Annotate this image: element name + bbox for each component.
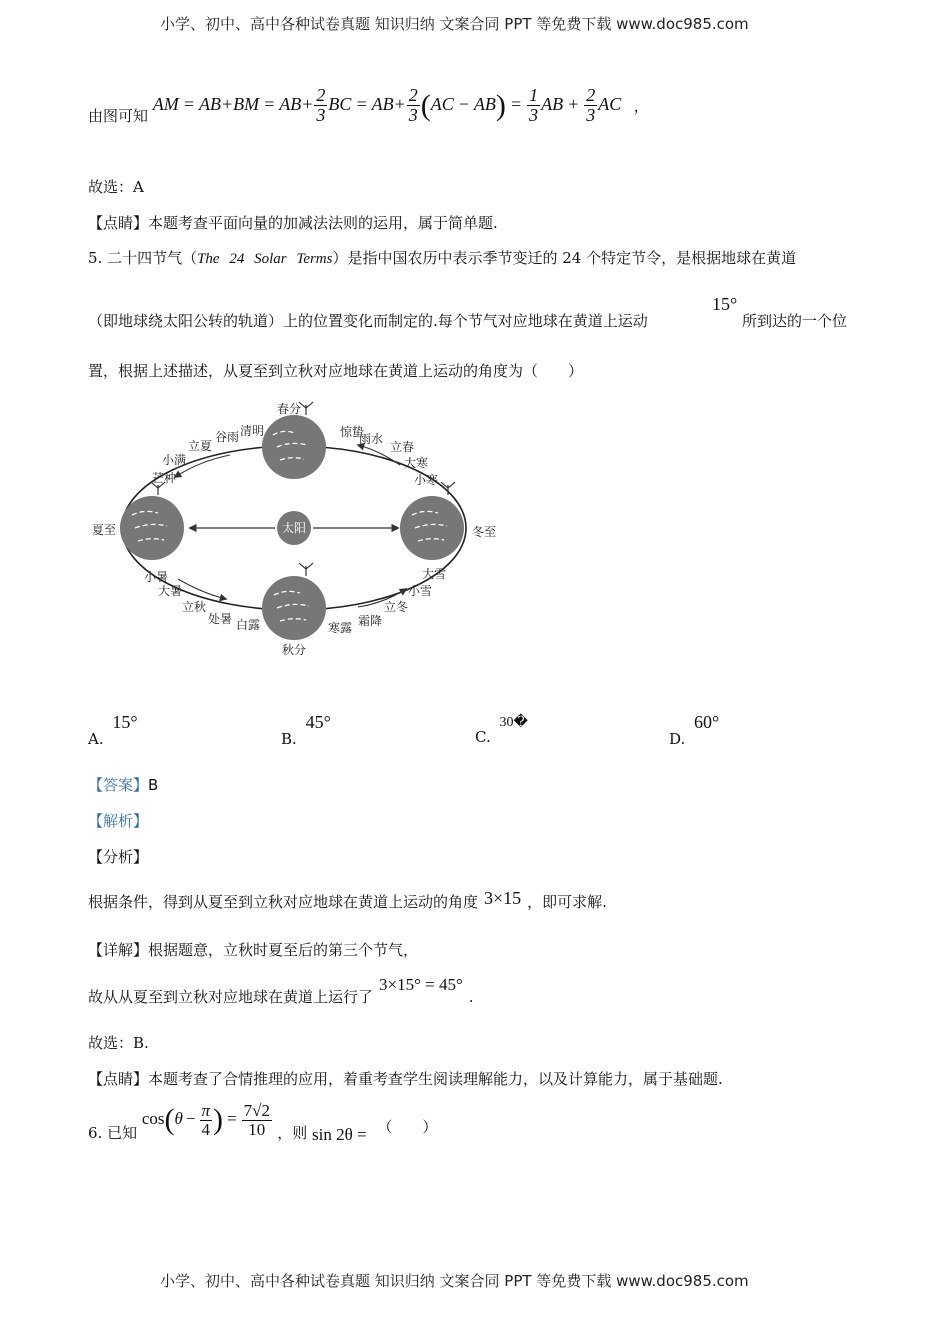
term-xiaoxue: 小雪: [408, 584, 433, 598]
term-yushui: 雨水: [359, 432, 384, 446]
term-mangzhong: 芒种: [152, 471, 177, 485]
q4-comment: 【点睛】本题考查平面向量的加减法法则的运用，属于简单题.: [88, 214, 498, 232]
page-header: 小学、初中、高中各种试卷真题 知识归纳 文案合同 PPT 等免费下载 www.doc985.com: [160, 15, 749, 33]
q4-formula-line: 由图可知 AM = AB+BM = AB+ $\frac{2}{3}$ BC = AB+ $\frac{2}{3}$ (AC − AB) = $\frac{1}{3}$ AB + $\frac{2}{3}$ AC ，: [88, 85, 649, 125]
earth-right: [400, 482, 464, 560]
term-guyu: 谷雨: [215, 430, 240, 444]
q5-fenxi-text: 根据条件，得到从夏至到立秋对应地球在黄道上运动的角度 3×15 ，即可求解.: [88, 888, 607, 911]
term-lixia: 立夏: [188, 439, 213, 453]
q5-detail2: 故从从夏至到立秋对应地球在黄道上运行了3×15° = 45°.: [88, 975, 474, 1006]
fraction: $\frac{2}{3}$: [586, 85, 596, 125]
option-d[interactable]: D. 60°: [669, 712, 720, 748]
fraction: $\frac{2}{3}$: [408, 85, 418, 125]
term-xiaoshu: 小暑: [144, 570, 169, 584]
q5-stem-line2-end: 所到达的一个位: [742, 312, 848, 330]
q5-stem-line2: （即地球绕太阳公转的轨道）上的位置变化而制定的.每个节气对应地球在黄道上运动: [88, 312, 648, 330]
term-qingming: 清明: [240, 424, 265, 438]
q5-answer: 【答案】B: [88, 776, 159, 794]
term-jingzhe: 惊蛰: [340, 425, 365, 439]
option-a[interactable]: A. 15°: [88, 712, 138, 748]
term-xiaoman: 小满: [162, 453, 187, 467]
solar-terms-diagram: [80, 395, 520, 665]
term-bailu: 白露: [236, 618, 261, 632]
term-xiazhi: 夏至: [92, 523, 117, 537]
earth-left: [120, 482, 184, 560]
q5-stem-line1: 5. 二十四节气（The 24 Solar Terms）是指中国农历中表示季节变迁的 24 个特定节令，是根据地球在黄道: [88, 249, 797, 267]
term-dashu: 大暑: [158, 584, 183, 598]
formula-prefix: 由图可知: [88, 106, 149, 125]
term-lichun: 立春: [390, 440, 415, 454]
term-shuangjiang: 霜降: [358, 614, 383, 628]
term-liqiu: 立秋: [182, 600, 207, 614]
fraction: $\frac{2}{3}$: [316, 85, 326, 125]
term-hanlu: 寒露: [328, 621, 353, 635]
vector-formula: AM = AB+BM = AB+ $\frac{2}{3}$ BC = AB+ $\frac{2}{3}$ (AC − AB) = $\frac{1}{3}$ AB + $\frac{2}{3}$ AC: [152, 85, 622, 125]
term-dongzhi: 冬至: [472, 525, 497, 539]
earth-bottom: [262, 563, 326, 640]
term-chunfen: 春分: [276, 402, 302, 416]
option-c[interactable]: C. 30�: [475, 715, 528, 746]
q6-stem: 6. 已知 cos(θ − $\frac{\pi}{4}$ ) = $\frac{7√2}{10}$ ，则 sin 2θ = （ ）: [88, 1101, 438, 1145]
term-dahan: 大寒: [404, 456, 429, 470]
q5-fenxi-tag: 【分析】: [88, 848, 149, 866]
q5-stem-line3: 置，根据上述描述，从夏至到立秋对应地球在黄道上运动的角度为（ ）: [88, 362, 584, 380]
q5-analysis-tag: 【解析】: [88, 812, 149, 830]
q5-comment: 【点睛】本题考查了合情推理的应用，着重考查学生阅读理解能力，以及计算能力，属于基础题.: [88, 1070, 723, 1088]
q5-detail: 【详解】根据题意，立秋时夏至后的第三个节气，: [88, 941, 419, 959]
term-lidong: 立冬: [384, 600, 409, 614]
q6-formula: cos(θ − $\frac{\pi}{4}$ ) = $\frac{7√2}{10}$: [141, 1101, 270, 1139]
q5-answer-line: 故选：B.: [88, 1034, 149, 1052]
option-b[interactable]: B. 45°: [281, 712, 331, 748]
term-qiufen: 秋分: [281, 643, 307, 657]
q4-answer: 故选：A: [88, 178, 144, 196]
fraction: $\frac{1}{3}$: [529, 85, 539, 125]
term-xiaohan: 小寒: [414, 473, 439, 487]
sun-label: 太阳: [281, 521, 307, 535]
q5-degree: 15°: [712, 294, 738, 314]
orbit-arrow-bottomleft: [178, 579, 226, 599]
page-footer: 小学、初中、高中各种试卷真题 知识归纳 文案合同 PPT 等免费下载 www.doc985.com: [160, 1272, 749, 1290]
term-daxue: 大雪: [422, 567, 447, 581]
term-chushu: 处暑: [208, 612, 233, 626]
q5-options: [88, 712, 888, 752]
